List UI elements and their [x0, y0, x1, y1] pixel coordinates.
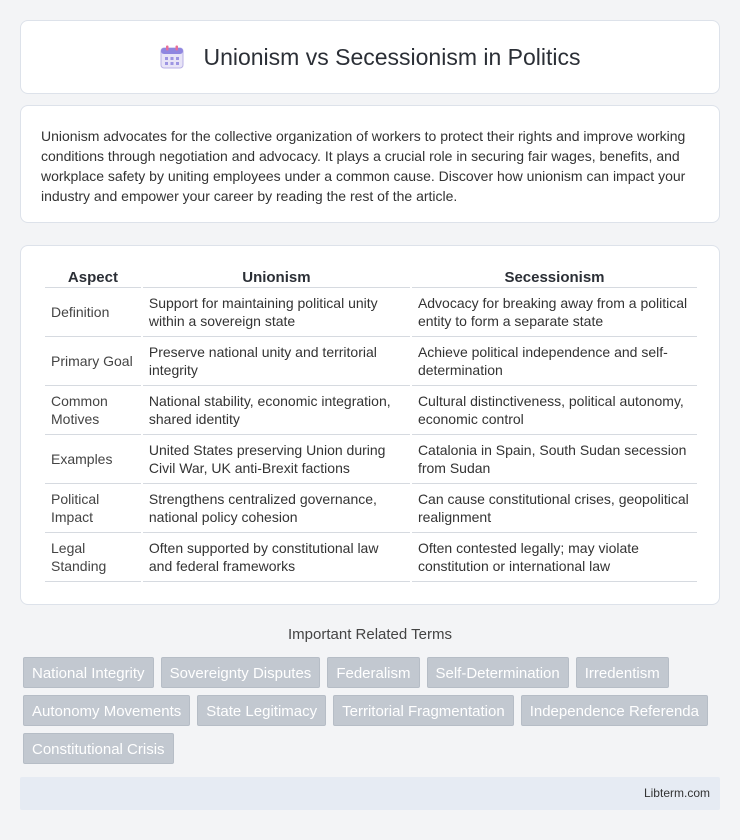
header-card: [20, 20, 720, 94]
header-secessionism: Secessionism: [412, 266, 697, 288]
table-row: [45, 386, 697, 435]
row-unionism: United States preserving Union during Civil War, UK anti-Brexit factions: [143, 435, 410, 484]
row-aspect: Political Impact: [45, 484, 141, 533]
footer-site-link[interactable]: Libterm.com: [643, 786, 710, 800]
header-unionism: Unionism: [143, 266, 410, 288]
row-unionism: Preserve national unity and territorial integrity: [143, 337, 410, 386]
title-wrap: [159, 44, 580, 71]
row-secessionism: Cultural distinctiveness, political autonomy, economic control: [412, 386, 697, 435]
table-row: [45, 533, 697, 582]
row-unionism: Often supported by constitutional law and federal frameworks: [143, 533, 410, 582]
related-term-tag[interactable]: Federalism: [327, 657, 419, 688]
related-term-tag[interactable]: Autonomy Movements: [23, 695, 190, 726]
related-term-tag[interactable]: Independence Referenda: [521, 695, 708, 726]
related-term-tag[interactable]: Territorial Fragmentation: [333, 695, 514, 726]
comparison-table-card: [20, 245, 720, 605]
row-secessionism: Catalonia in Spain, South Sudan secession from Sudan: [412, 435, 697, 484]
footer: [20, 777, 720, 810]
table-row: [45, 484, 697, 533]
row-secessionism: Can cause constitutional crises, geopolitical realignment: [412, 484, 697, 533]
related-terms-title: Important Related Terms: [288, 626, 452, 643]
row-aspect: Common Motives: [45, 386, 141, 435]
row-aspect: Examples: [45, 435, 141, 484]
row-aspect: Definition: [45, 288, 141, 337]
related-term-tag[interactable]: Irredentism: [576, 657, 669, 688]
table-row: [45, 435, 697, 484]
header-aspect: Aspect: [45, 266, 141, 288]
table-row: [45, 337, 697, 386]
intro-text: Unionism advocates for the collective organization of workers to protect their rights and improve working conditions through negotiation and advocacy. It plays a crucial role in securing fair wages, benefits, and workplace safety by uniting employees under a common cause. Discover how unionism can impact your industry and empower your career by reading the rest of the article.: [41, 128, 686, 204]
table-header-row: [45, 266, 697, 288]
related-terms-list: [23, 657, 723, 764]
row-aspect: Primary Goal: [45, 337, 141, 386]
row-aspect: Legal Standing: [45, 533, 141, 582]
related-term-tag[interactable]: Sovereignty Disputes: [161, 657, 321, 688]
related-term-tag[interactable]: Self-Determination: [427, 657, 569, 688]
related-term-tag[interactable]: State Legitimacy: [197, 695, 326, 726]
row-unionism: Strengthens centralized governance, national policy cohesion: [143, 484, 410, 533]
row-secessionism: Achieve political independence and self-determination: [412, 337, 697, 386]
row-secessionism: Often contested legally; may violate constitution or international law: [412, 533, 697, 582]
comparison-table: [43, 266, 699, 582]
related-term-tag[interactable]: Constitutional Crisis: [23, 733, 174, 764]
page-title: Unionism vs Secessionism in Politics: [203, 43, 581, 70]
related-term-tag[interactable]: National Integrity: [23, 657, 154, 688]
calendar-icon: [159, 44, 185, 70]
row-secessionism: Advocacy for breaking away from a political entity to form a separate state: [412, 288, 697, 337]
row-unionism: National stability, economic integration, shared identity: [143, 386, 410, 435]
row-unionism: Support for maintaining political unity within a sovereign state: [143, 288, 410, 337]
intro-card: [20, 105, 720, 223]
table-row: [45, 288, 697, 337]
